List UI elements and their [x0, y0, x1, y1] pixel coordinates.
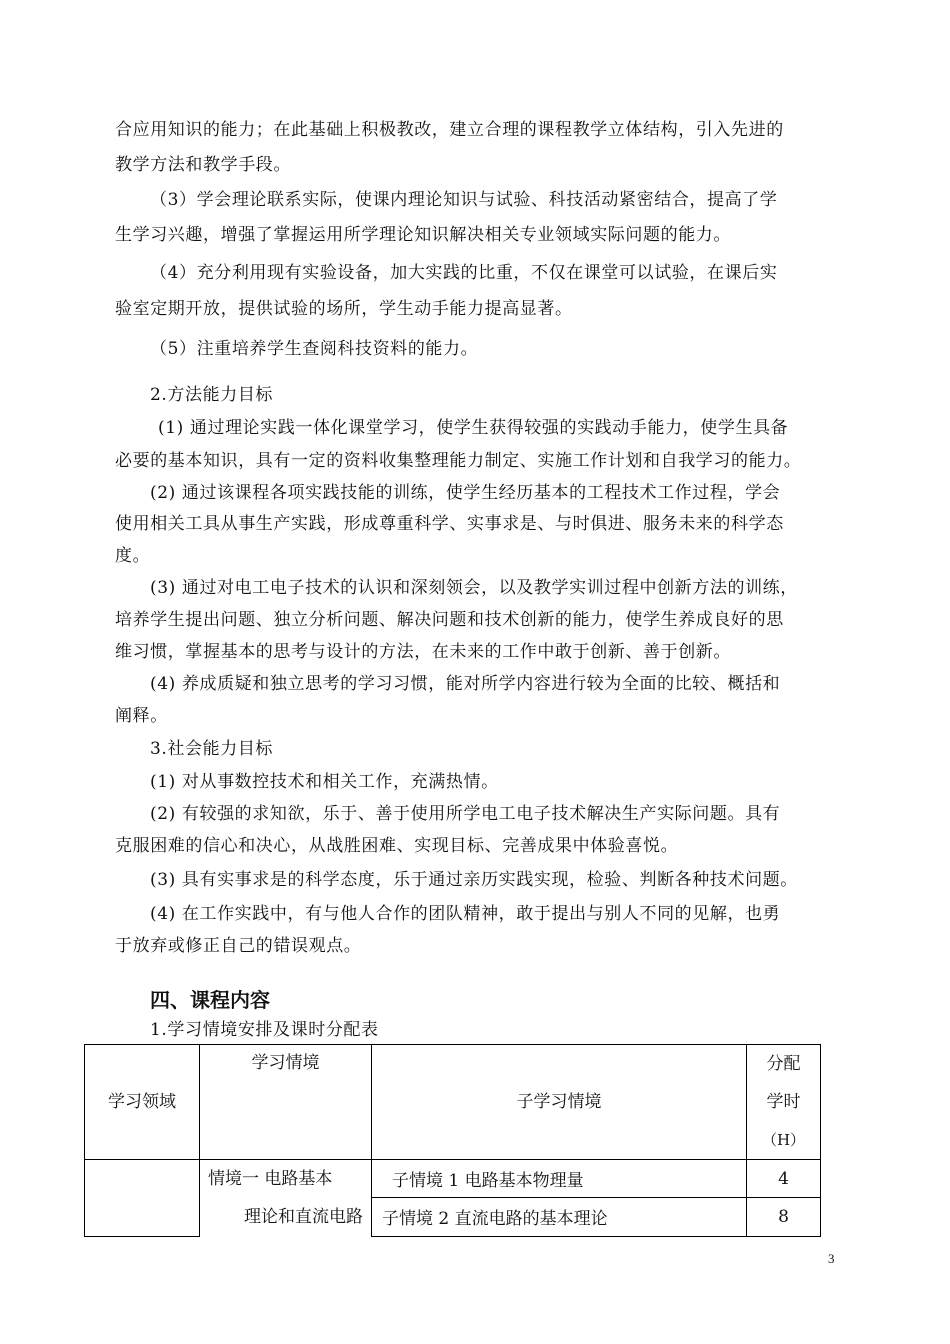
paragraph-line: 于放弃或修正自己的错误观点。 — [115, 936, 362, 956]
paragraph-line: (3) 通过对电工电子技术的认识和深刻领会，以及教学实训过程中创新方法的训练， — [150, 578, 798, 598]
page-number: 3 — [828, 1251, 835, 1266]
table-caption: 1.学习情境安排及课时分配表 — [150, 1020, 379, 1040]
paragraph-line: (2) 有较强的求知欲，乐于、善于使用所学电工电子技术解决生产实际问题。具有 — [150, 804, 781, 824]
paragraph-line: （4）充分利用现有实验设备，加大实践的比重，不仅在课堂可以试验，在课后实 — [150, 263, 778, 283]
sub-situation-cell: 子情境 1 电路基本物理量 — [372, 1160, 747, 1198]
paragraph-line: (1) 通过理论实践一体化课堂学习，使学生获得较强的实践动手能力，使学生具备 — [158, 418, 789, 438]
header-situation: 学习情境 — [200, 1045, 372, 1160]
hours-cell: 4 — [747, 1160, 821, 1198]
paragraph-line: (2) 通过该课程各项实践技能的训练，使学生经历基本的工程技术工作过程，学会 — [150, 483, 781, 503]
sub-situation-cell: 子情境 2 直流电路的基本理论 — [372, 1198, 747, 1236]
paragraph-line: (3) 具有实事求是的科学态度，乐于通过亲历实践实现，检验、判断各种技术问题。 — [150, 870, 798, 890]
paragraph-line: 度。 — [115, 546, 151, 566]
paragraph-line: 维习惯，掌握基本的思考与设计的方法，在未来的工作中敢于创新、善于创新。 — [115, 642, 731, 662]
paragraph-line: 生学习兴趣，增强了掌握运用所学理论知识解决相关专业领域实际问题的能力。 — [115, 225, 731, 245]
paragraph-line: (4) 养成质疑和独立思考的学习习惯，能对所学内容进行较为全面的比较、概括和 — [150, 674, 781, 694]
header-hours: 分配 学时 （H） — [747, 1045, 821, 1160]
paragraph-line: 培养学生提出问题、独立分析问题、解决问题和技术创新的能力，使学生养成良好的思 — [115, 610, 784, 630]
header-domain: 学习领域 — [85, 1045, 200, 1160]
situation-cell: 情境一 电路基本 理论和直流电路 — [200, 1160, 372, 1237]
paragraph-line: 克服困难的信心和决心，从战胜困难、实现目标、完善成果中体验喜悦。 — [115, 836, 679, 856]
domain-cell — [85, 1160, 200, 1237]
paragraph-line: 使用相关工具从事生产实践，形成尊重科学、实事求是、与时俱进、服务未来的科学态 — [115, 514, 784, 534]
hours-cell: 8 — [747, 1198, 821, 1236]
header-sub-situation: 子学习情境 — [372, 1045, 747, 1160]
paragraph-line: （3）学会理论联系实际，使课内理论知识与试验、科技活动紧密结合，提高了学 — [150, 190, 778, 210]
paragraph-line: (4) 在工作实践中，有与他人合作的团队精神，敢于提出与别人不同的见解，也勇 — [150, 904, 781, 924]
paragraph-line: 阐释。 — [115, 706, 168, 726]
paragraph-line: 必要的基本知识，具有一定的资料收集整理能力制定、实施工作计划和自我学习的能力。 — [115, 451, 802, 471]
paragraph-line: (1) 对从事数控技术和相关工作，充满热情。 — [150, 772, 499, 792]
paragraph-line: 验室定期开放，提供试验的场所，学生动手能力提高显著。 — [115, 299, 573, 319]
schedule-table — [84, 1044, 820, 1237]
paragraph-line: 合应用知识的能力；在此基础上积极教改，建立合理的课程教学立体结构，引入先进的 — [115, 120, 784, 140]
section-heading-course-content: 四、课程内容 — [150, 988, 270, 1012]
section-title-social: 3.社会能力目标 — [150, 739, 274, 759]
paragraph-line: 教学方法和教学手段。 — [115, 155, 291, 175]
paragraph-line: （5）注重培养学生查阅科技资料的能力。 — [150, 339, 479, 359]
section-title-method: 2.方法能力目标 — [150, 385, 274, 405]
